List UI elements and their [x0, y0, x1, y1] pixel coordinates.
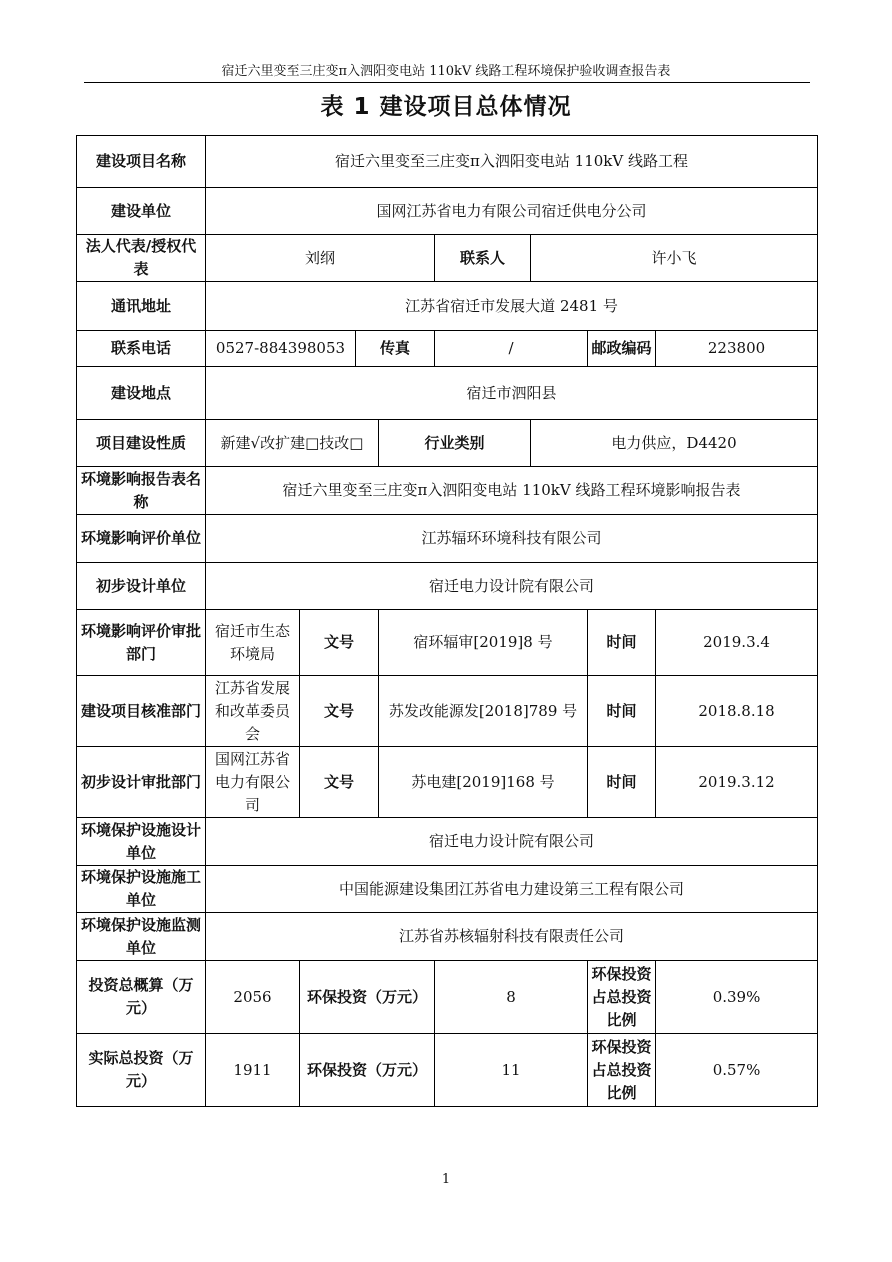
design-approval-docno-label: 文号 — [300, 747, 379, 818]
invest-est-ratio-value: 0.39% — [656, 961, 818, 1034]
invest-actual-label: 实际总投资（万元） — [77, 1034, 206, 1107]
row-eia-unit — [77, 515, 818, 563]
project-name-label: 建设项目名称 — [77, 136, 206, 188]
eia-approval-label: 环境影响评价审批部门 — [77, 610, 206, 676]
row-builder — [77, 188, 818, 235]
invest-actual-value: 1911 — [206, 1034, 300, 1107]
env-monitor-label: 环境保护设施监测单位 — [77, 913, 206, 961]
industry-value: 电力供应，D4420 — [531, 420, 818, 467]
env-monitor-value: 江苏省苏核辐射科技有限责任公司 — [206, 913, 818, 961]
invest-est-label: 投资总概算（万元） — [77, 961, 206, 1034]
row-prelim-design — [77, 563, 818, 610]
phone-label: 联系电话 — [77, 331, 206, 367]
env-design-label: 环境保护设施设计单位 — [77, 818, 206, 866]
address-value: 江苏省宿迁市发展大道 2481 号 — [206, 282, 818, 331]
env-construct-label: 环境保护设施施工单位 — [77, 866, 206, 913]
approval-time: 2018.8.18 — [656, 676, 818, 747]
row-site — [77, 367, 818, 420]
eia-approval-docno: 宿环辐审[2019]8 号 — [379, 610, 588, 676]
industry-label: 行业类别 — [379, 420, 531, 467]
design-approval-dept: 国网江苏省电力有限公司 — [206, 747, 300, 818]
invest-actual-ratio-value: 0.57% — [656, 1034, 818, 1107]
invest-est-value: 2056 — [206, 961, 300, 1034]
row-phone — [77, 331, 818, 367]
row-project-name — [77, 136, 818, 188]
row-env-design — [77, 818, 818, 866]
invest-actual-env-label: 环保投资（万元） — [300, 1034, 435, 1107]
prelim-design-label: 初步设计单位 — [77, 563, 206, 610]
postcode-label: 邮政编码 — [588, 331, 656, 367]
project-summary-table — [76, 135, 818, 1107]
approval-docno: 苏发改能源发[2018]789 号 — [379, 676, 588, 747]
row-legal-rep — [77, 235, 818, 282]
nature-value: 新建√改扩建□技改□ — [206, 420, 379, 467]
eia-report-label: 环境影响报告表名称 — [77, 467, 206, 515]
invest-est-env-value: 8 — [435, 961, 588, 1034]
design-approval-time: 2019.3.12 — [656, 747, 818, 818]
invest-est-ratio-label: 环保投资占总投资比例 — [588, 961, 656, 1034]
invest-actual-ratio-label: 环保投资占总投资比例 — [588, 1034, 656, 1107]
fax-value: / — [435, 331, 588, 367]
eia-unit-value: 江苏辐环环境科技有限公司 — [206, 515, 818, 563]
nature-label: 项目建设性质 — [77, 420, 206, 467]
row-invest-actual — [77, 1034, 818, 1107]
approval-dept: 江苏省发展和改革委员会 — [206, 676, 300, 747]
header-rule — [84, 82, 810, 83]
eia-unit-label: 环境影响评价单位 — [77, 515, 206, 563]
row-approval — [77, 676, 818, 747]
invest-actual-env-value: 11 — [435, 1034, 588, 1107]
invest-est-env-label: 环保投资（万元） — [300, 961, 435, 1034]
eia-approval-dept: 宿迁市生态环境局 — [206, 610, 300, 676]
env-construct-value: 中国能源建设集团江苏省电力建设第三工程有限公司 — [206, 866, 818, 913]
site-label: 建设地点 — [77, 367, 206, 420]
prelim-design-value: 宿迁电力设计院有限公司 — [206, 563, 818, 610]
eia-approval-docno-label: 文号 — [300, 610, 379, 676]
builder-label: 建设单位 — [77, 188, 206, 235]
site-value: 宿迁市泗阳县 — [206, 367, 818, 420]
eia-approval-time-label: 时间 — [588, 610, 656, 676]
env-design-value: 宿迁电力设计院有限公司 — [206, 818, 818, 866]
row-design-approval — [77, 747, 818, 818]
row-nature — [77, 420, 818, 467]
eia-report-value: 宿迁六里变至三庄变π入泗阳变电站 110kV 线路工程环境影响报告表 — [206, 467, 818, 515]
row-env-monitor — [77, 913, 818, 961]
postcode-value: 223800 — [656, 331, 818, 367]
legal-rep-value: 刘纲 — [206, 235, 435, 282]
contact-value: 许小飞 — [531, 235, 818, 282]
address-label: 通讯地址 — [77, 282, 206, 331]
builder-value: 国网江苏省电力有限公司宿迁供电分公司 — [206, 188, 818, 235]
fax-label: 传真 — [356, 331, 435, 367]
design-approval-label: 初步设计审批部门 — [77, 747, 206, 818]
row-eia-approval — [77, 610, 818, 676]
eia-approval-time: 2019.3.4 — [656, 610, 818, 676]
approval-label: 建设项目核准部门 — [77, 676, 206, 747]
legal-rep-label: 法人代表/授权代表 — [77, 235, 206, 282]
design-approval-docno: 苏电建[2019]168 号 — [379, 747, 588, 818]
page-number: 1 — [441, 1172, 451, 1187]
contact-label: 联系人 — [435, 235, 531, 282]
row-invest-est — [77, 961, 818, 1034]
approval-docno-label: 文号 — [300, 676, 379, 747]
page-title: 表 1 建设项目总体情况 — [320, 94, 572, 120]
row-address — [77, 282, 818, 331]
approval-time-label: 时间 — [588, 676, 656, 747]
design-approval-time-label: 时间 — [588, 747, 656, 818]
row-env-construct — [77, 866, 818, 913]
phone-value: 0527-884398053 — [206, 331, 356, 367]
project-name-value: 宿迁六里变至三庄变π入泗阳变电站 110kV 线路工程 — [206, 136, 818, 188]
row-eia-report — [77, 467, 818, 515]
running-header: 宿迁六里变至三庄变π入泗阳变电站 110kV 线路工程环境保护验收调查报告表 — [221, 64, 671, 79]
